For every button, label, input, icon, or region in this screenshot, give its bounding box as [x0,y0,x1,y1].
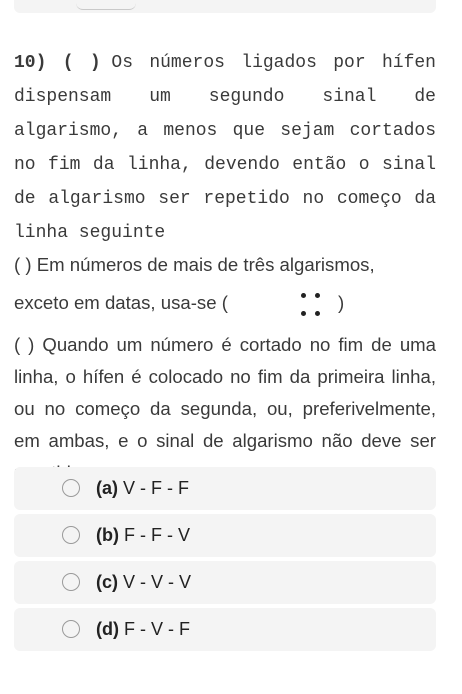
option-label: (d) F - V - F [96,619,190,639]
statement-2-line1: ( ) Em números de mais de três algarismos, [14,254,375,275]
braille-dot [315,293,320,298]
options-list [14,467,436,655]
statement-2-prefix: exceto em datas, usa-se ( [14,292,228,313]
question-number: 10) ( ) [14,53,101,73]
radio-button-icon[interactable] [62,479,80,497]
statement-3: ( ) Quando um número é cortado no fim de uma linha, o hífen é colocado no fim da primeira linha, ou no começo da segunda, ou, preferivelmente, em ambas, e o sinal de algarismo não deve ser [14,334,436,451]
option-c[interactable] [14,561,436,604]
braille-dot [301,293,306,298]
statement-1 [14,45,436,249]
statement-1-text: Os números ligados por hífen dispensam um segundo sinal de algarismo, a menos que sejam cortados no fim da linha, devendo então o sinal de algarismo ser repetido no começo da linha seguinte [14,53,436,243]
radio-button-icon[interactable] [62,573,80,591]
statement-2-line2 [14,281,436,329]
option-b[interactable] [14,514,436,557]
statement-2-suffix: ) [338,292,345,313]
radio-button-icon[interactable] [62,620,80,638]
option-label: (c) V - V - V [96,572,192,592]
braille-dot [301,311,306,316]
previous-option-remnant [76,3,136,10]
option-a[interactable] [14,467,436,510]
question-block [14,45,436,489]
option-label: (b) F - F - V [96,525,190,545]
braille-dot [315,311,320,316]
radio-button-icon[interactable] [62,526,80,544]
option-label: (a) V - F - F [96,478,190,498]
braille-dots-icon [282,281,345,329]
option-d[interactable] [14,608,436,651]
previous-option-card[interactable] [14,0,436,13]
